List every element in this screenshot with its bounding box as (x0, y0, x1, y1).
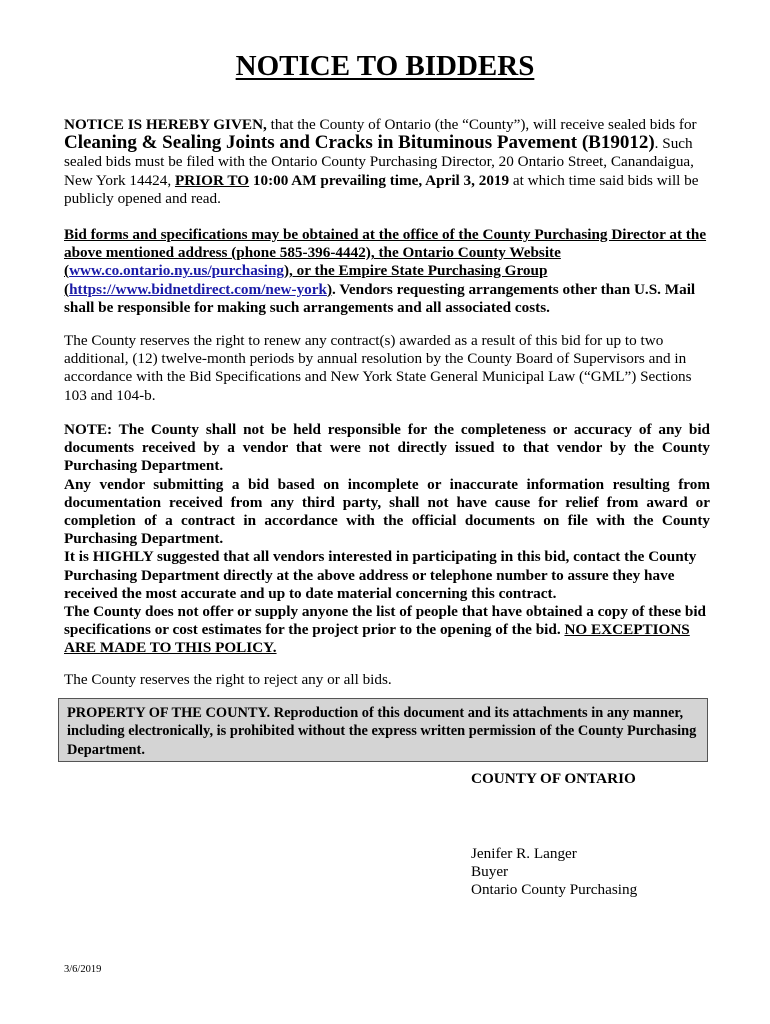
page-title: NOTICE TO BIDDERS (235, 50, 535, 82)
county-website-link[interactable]: www.co.ontario.ny.us/purchasing (69, 262, 284, 280)
intro-paragraph: NOTICE IS HEREBY GIVEN, that the County of Ontario (the “County”), will receive sealed bids for Cleaning & Sealing Joints and Cracks in Bituminous Pavement (B19012). Such sealed bids must be filed with the Ontario County Purchasing Director, 20 Ontario Street, Canandaigua, New York 14424, PRIOR TO 10:00 AM prevailing time, April 3, 2019 at which time said bids will be publicly opened and read. (64, 116, 699, 207)
county-signature-heading: COUNTY OF ONTARIO (471, 770, 636, 787)
reject-bids-paragraph: The County reserves the right to reject any or all bids. (64, 671, 392, 688)
property-notice-box: PROPERTY OF THE COUNTY. Reproduction of this document and its attachments in any manner, including electronically, is prohibited without the express written permission of the County Purchasing Department. (58, 698, 708, 762)
signer-department: Ontario County Purchasing (471, 881, 638, 898)
signer-name: Jenifer R. Langer (471, 845, 577, 862)
bid-forms-paragraph: Bid forms and specifications may be obtained at the office of the County Purchasing Director at the above mentioned address (phone 585-396-4442), the Ontario County Website (www.co.ontario.ny.us/purchasing), or the Empire State Purchasing Group (https://www.bidnetdirect.com/new-york). Vendors requesting arrangements other than U.S. Mail shall be responsible for making such arrangements and all associated costs. (64, 226, 707, 316)
renewal-paragraph: The County reserves the right to renew any contract(s) awarded as a result of this bid for up to two additional, (12) twelve-month periods by annual resolution by the County Board of Supervisors and in accordance with the Bid Specifications and New York State General Municipal Law (“GML”) Sections 103 and 104-b. (64, 332, 692, 404)
bidnet-link[interactable]: https://www.bidnetdirect.com/new-york (69, 280, 327, 298)
project-name: Cleaning & Sealing Joints and Cracks in Bituminous Pavement (B19012) (64, 132, 655, 154)
note-paragraph: NOTE: The County shall not be held responsible for the completeness or accuracy of any bid documents received by a vendor that were not directly issued to that vendor by the County Purchasing Department. Any vendor submitting a bid based on incomplete or inaccurate information resulting from documentation received from any third party, shall not have cause for relief from award or completion of a contract in accordance with the official documents on file with the County Purchasing Department. It is HIGHLY suggested that all vendors interested in participating in this bid, contact the County Purchasing Department directly at the above address or telephone number to assure they have received the most accurate and up to date material concerning this contract. The County does not offer or supply anyone the list of people that have obtained a copy of these bid specifications or cost estimates for the project prior to the opening of the bid. NO EXCEPTIONS ARE MADE TO THIS POLICY. (64, 421, 710, 657)
signer-role: Buyer (471, 863, 509, 880)
footer-date: 3/6/2019 (64, 964, 102, 975)
